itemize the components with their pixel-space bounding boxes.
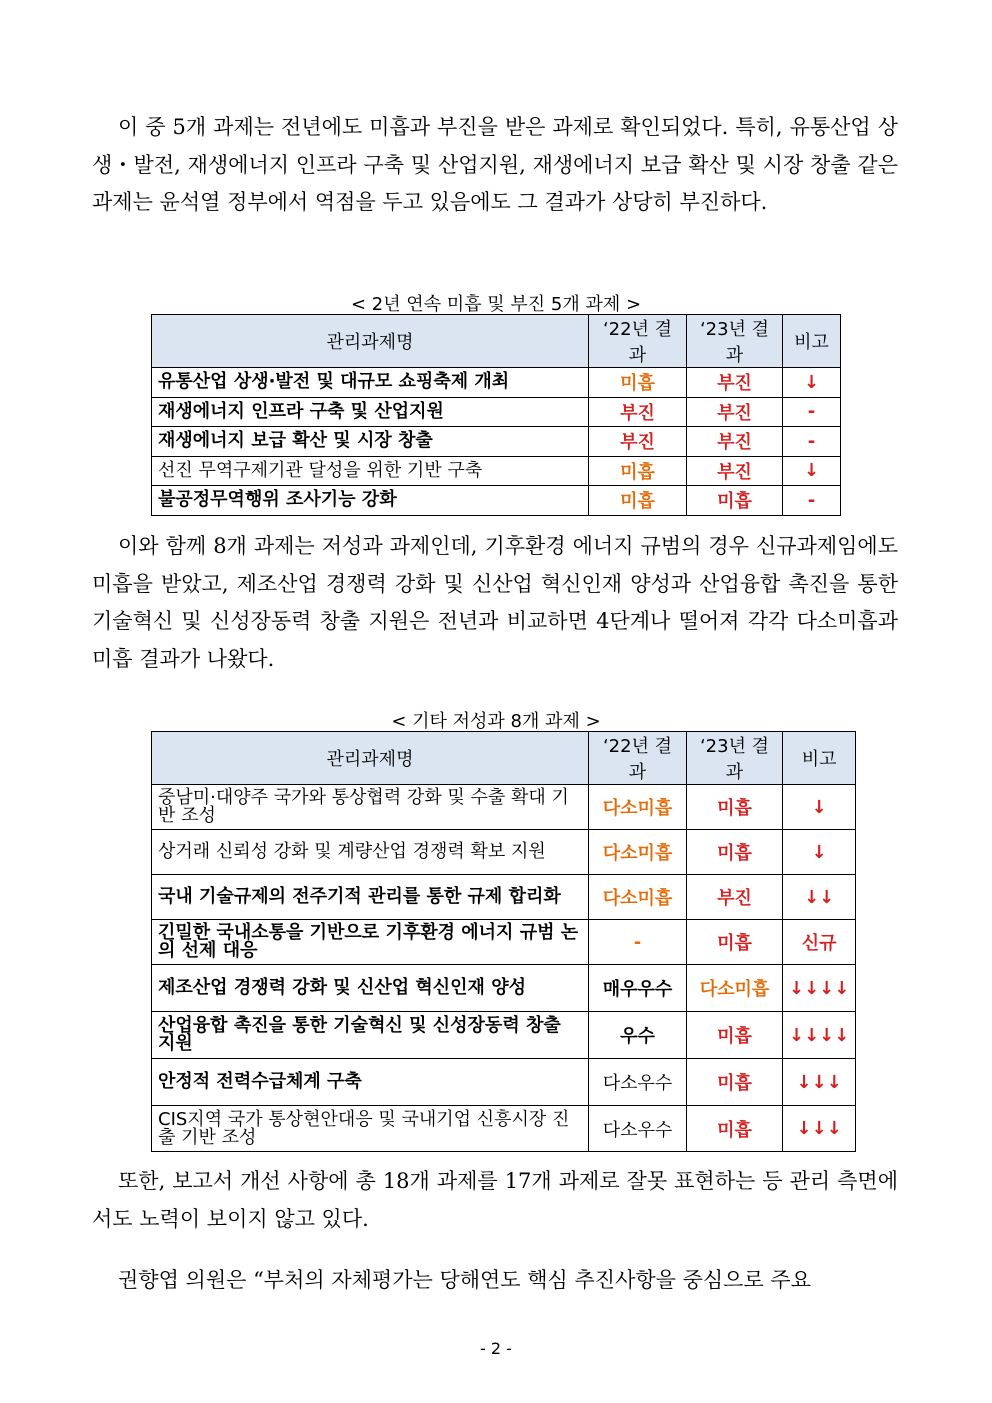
table-row bbox=[152, 397, 841, 427]
result-2023: 부진 bbox=[687, 368, 783, 398]
result-2022: 다소우수 bbox=[589, 1059, 687, 1106]
result-2022: 미흡 bbox=[589, 456, 687, 486]
paragraph-4: 권향엽 의원은 “부처의 자체평가는 당해연도 핵심 추진사항을 중심으로 주요 bbox=[118, 1268, 812, 1292]
table-row bbox=[152, 368, 841, 398]
task-name: CIS지역 국가 통상현안대응 및 국내기업 신흥시장 진출 기반 조성 bbox=[152, 1106, 589, 1152]
result-2022: 미흡 bbox=[589, 368, 687, 398]
note-arrow: ↓ bbox=[783, 456, 841, 486]
note-dash: - bbox=[783, 427, 841, 457]
note-new: 신규 bbox=[783, 920, 856, 965]
result-2022: 부진 bbox=[589, 427, 687, 457]
note-arrow: ↓ bbox=[783, 368, 841, 398]
table2-header-2022: ‘22년 결과 bbox=[589, 732, 687, 785]
paragraph-2: 이와 함께 8개 과제는 저성과 과제인데, 기후환경 에너지 규범의 경우 신규과제임에도 미흡을 받았고, 제조산업 경쟁력 강화 및 신산업 혁신인재 양성과 산업융합 촉진을 통한 기술혁신 및 신성장동력 창출 지원은 전년과 비교하면 4단계나 떨어져 각각 다소미흡과 미흡 결과가 나왔다. bbox=[92, 534, 898, 671]
table1-header-2022: ‘22년 결과 bbox=[589, 315, 687, 368]
table-row bbox=[152, 456, 841, 486]
note-arrow: ↓↓↓↓ bbox=[783, 1012, 856, 1059]
task-name: 산업융합 촉진을 통한 기술혁신 및 신성장동력 창출 지원 bbox=[152, 1012, 589, 1059]
result-2023: 부진 bbox=[687, 427, 783, 457]
result-2023: 부진 bbox=[687, 875, 783, 920]
task-name: 중남미·대양주 국가와 통상협력 강화 및 수출 확대 기반 조성 bbox=[152, 785, 589, 830]
note-arrow: ↓ bbox=[783, 785, 856, 830]
task-name: 불공정무역행위 조사기능 강화 bbox=[152, 486, 589, 516]
table-row bbox=[152, 785, 856, 830]
page-number: - 2 - bbox=[480, 1339, 512, 1358]
result-2022: 미흡 bbox=[589, 486, 687, 516]
note-arrow: ↓↓↓ bbox=[783, 1106, 856, 1152]
result-2023: 미흡 bbox=[687, 486, 783, 516]
paragraph-3: 또한, 보고서 개선 사항에 총 18개 과제를 17개 과제로 잘못 표현하는 등 관리 측면에서도 노력이 보이지 않고 있다. bbox=[92, 1169, 898, 1231]
result-2023: 미흡 bbox=[687, 785, 783, 830]
table1-caption: < 2년 연속 미흡 및 부진 5개 과제 > bbox=[350, 294, 642, 315]
note-dash: - bbox=[783, 486, 841, 516]
result-2023: 미흡 bbox=[687, 920, 783, 965]
result-2023: 미흡 bbox=[687, 1059, 783, 1106]
table-row bbox=[152, 486, 841, 516]
task-name: 긴밀한 국내소통을 기반으로 기후환경 에너지 규범 논의 선제 대응 bbox=[152, 920, 589, 965]
task-name: 유통산업 상생·발전 및 대규모 쇼핑축제 개최 bbox=[152, 368, 589, 398]
table-row bbox=[152, 1059, 856, 1106]
table-row bbox=[152, 427, 841, 457]
table-row bbox=[152, 1012, 856, 1059]
task-name: 재생에너지 인프라 구축 및 산업지원 bbox=[152, 397, 589, 427]
table2-caption: < 기타 저성과 8개 과제 > bbox=[391, 711, 601, 732]
result-2022: 다소미흡 bbox=[589, 830, 687, 875]
result-2022: - bbox=[589, 920, 687, 965]
table2-header-row bbox=[152, 732, 856, 785]
result-2023: 미흡 bbox=[687, 1012, 783, 1059]
task-name: 국내 기술규제의 전주기적 관리를 통한 규제 합리화 bbox=[152, 875, 589, 920]
task-name: 제조산업 경쟁력 강화 및 신산업 혁신인재 양성 bbox=[152, 965, 589, 1012]
table-row bbox=[152, 875, 856, 920]
table1-header-name: 관리과제명 bbox=[152, 315, 589, 368]
table-consecutive-poor bbox=[151, 314, 841, 516]
result-2023: 부진 bbox=[687, 456, 783, 486]
note-dash: - bbox=[783, 397, 841, 427]
result-2022: 다소미흡 bbox=[589, 785, 687, 830]
task-name: 안정적 전력수급체계 구축 bbox=[152, 1059, 589, 1106]
table1-header-note: 비고 bbox=[783, 315, 841, 368]
table2-header-note: 비고 bbox=[783, 732, 856, 785]
table-row bbox=[152, 965, 856, 1012]
note-arrow: ↓↓↓ bbox=[783, 1059, 856, 1106]
note-arrow: ↓ bbox=[783, 830, 856, 875]
result-2022: 매우우수 bbox=[589, 965, 687, 1012]
task-name: 재생에너지 보급 확산 및 시장 창출 bbox=[152, 427, 589, 457]
table2-header-name: 관리과제명 bbox=[152, 732, 589, 785]
table-row bbox=[152, 1106, 856, 1152]
result-2022: 다소미흡 bbox=[589, 875, 687, 920]
result-2023: 미흡 bbox=[687, 1106, 783, 1152]
table-row bbox=[152, 830, 856, 875]
table-row bbox=[152, 920, 856, 965]
result-2022: 다소우수 bbox=[589, 1106, 687, 1152]
table1-header-2023: ‘23년 결과 bbox=[687, 315, 783, 368]
note-arrow: ↓↓↓↓ bbox=[783, 965, 856, 1012]
result-2022: 부진 bbox=[589, 397, 687, 427]
result-2022: 우수 bbox=[589, 1012, 687, 1059]
task-name: 상거래 신뢰성 강화 및 계량산업 경쟁력 확보 지원 bbox=[152, 830, 589, 875]
result-2023: 부진 bbox=[687, 397, 783, 427]
table2-header-2023: ‘23년 결과 bbox=[687, 732, 783, 785]
paragraph-1: 이 중 5개 과제는 전년에도 미흡과 부진을 받은 과제로 확인되었다. 특히, 유통산업 상생・발전, 재생에너지 인프라 구축 및 산업지원, 재생에너지 보급 확산 및 시장 창출 같은 과제는 윤석열 정부에서 역점을 두고 있음에도 그 결과가 상당히 부진하다. bbox=[92, 115, 898, 214]
task-name: 선진 무역구제기관 달성을 위한 기반 구축 bbox=[152, 456, 589, 486]
table-other-low-performance bbox=[151, 731, 856, 1152]
note-arrow: ↓↓ bbox=[783, 875, 856, 920]
result-2023: 미흡 bbox=[687, 830, 783, 875]
table1-header-row bbox=[152, 315, 841, 368]
result-2023: 다소미흡 bbox=[687, 965, 783, 1012]
